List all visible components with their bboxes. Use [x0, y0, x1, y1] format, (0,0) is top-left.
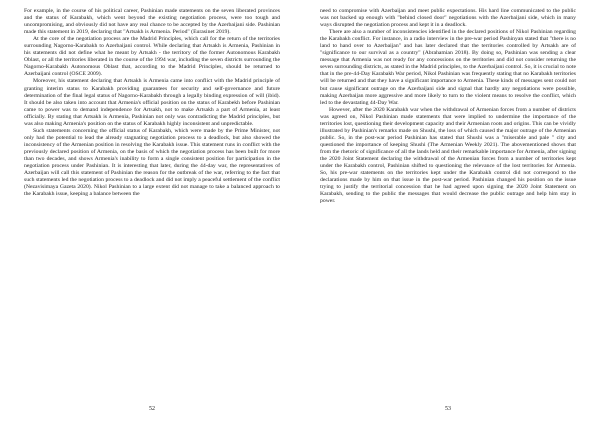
right-page-text	[320, 8, 576, 395]
paragraph: Moreover, his statement declaring that Artsakh is Armenia came into conflict with the Madrid principle of granting interim status to Karabakh providing guarantees for security and self-governance and future determination of the final legal status of Nagorno-Karabakh through a legally binding expression of will (ibid). It should be also taken into account that Armenia's official position on the status of Karabekh before Pashinian came to power was to demand independence for Artsakh, not to make Artsakh a part of Armenia, at least officially. By stating that Artsakh is Armenia, Pashinian not only was contradicting the Madrid principles, but was also making Armenia's position on the status of Karabakh highly inconsistent and unpredictable.	[24, 78, 280, 127]
page-number: 53	[445, 406, 451, 412]
page-number: 52	[149, 406, 155, 412]
paragraph: At the core of the negotiation process are the Madrid Principles, which call for the return of the territories surrounding Nagorno-Karabakh to Azerbaijani control. While declaring that Artsakh is Armenia, Pashinian in his statements did not define what he meant by Artsakh - the territory of the former Autonomous Karabakh Oblast, or all the territories liberated in the course of the 1994 war, including the seven districts surrounding the Nagorno-Karabakh Autonomous Oblast that, according to the Madrid Principles, should be returned to Azerbaijani control (OSCE 2009).	[24, 36, 280, 78]
paragraph: For example, in the course of his political career, Pashinian made statements on the seven liberated provinces and the status of Karabakh, which went beyond the existing negotiation process, were too tough and uncompromising, and obviously did not have any real chance to be accepted by the Azerbaijani side. Pashinian made this statement in 2019, declaring that "Artsakh is Armenia. Period" (Eurasinet 2019).	[24, 8, 280, 36]
left-page-text	[24, 8, 280, 395]
paragraph: Such statements concerning the official status of Karabakh, which were made by the Prime Minister, not only had the potential to lead the already stagnating negotiation process to a deadlock, but also showed the inconsistency of the Armenian position in resolving the Karabakh issue. This statement runs in conflict with the previously declared position of Armenia, on the basis of which the negotiation process has been built for more than two decades, and shows Armenia's inability to form a single consistent position for participation in the negotiation process under Pashinian. It is interesting that later, during the 44-day war, the representatives of Azerbaijan will call this statement of Pashinian the reason for the outbreak of the war, referring to the fact that such statements led the negotiation process to a deadlock and did not imply a peaceful settlement of the conflict (Nezavisimaya Gazeta 2020). Nikol Pashinian to a large extent did not manage to take a balanced approach to the Karabakh issue, keeping a balance between the	[24, 127, 280, 198]
paragraph: need to compromise with Azerbaijan and meet public expectations. His hard line communicated to the public was not backed up enough with "behind closed door" negotiations with the Azerbaijani side, which in many ways disrupted the negotiation process and kept it in a deadlock.	[320, 8, 576, 29]
paragraph: However, after the 2020 Karabakh war when the withdrawal of Armenian forces from a number of districts was agreed on, Nikol Pashinian made statements that were implied to undermine the importance of the territories lost, questioning their development capacity and their Armenian roots and origins. This can be vividly illustrated by Pashinian's remarks made on Shushi, the loss of which caused the major outrage of the Armenian public. So, in the post-war period Pashinian has stated that Shushi was a "miserable and pale " city and questioned the importance of keeping Shushi (The Armenian Weekly 2021). The abovementioned shows that from the rhetoric of significance of all the lands held and their remarkable importance for Armenia, after signing the 2020 Joint Statement declaring the withdrawal of the Armenian forces from a number of territories kept under the Karabakh control, Pashinian shifted to questioning the relevance of the lost territories for Armenia. So, his pre-war statements on the territories kept under the Karabakh control did not correspond to the declarations made by him on that issue in the post-war period. Pashinian changed his position on the issue trying to justify the territorial concession that he had agreed upon signing the 2020 Joint Statement on Karabakh, sending to the public the messages that would decrease the public outrage and help him stay in power.	[320, 106, 576, 205]
left-page	[24, 8, 280, 413]
paragraph: There are also a number of inconsistencies identified in the declared positions of Nikol Pashinian regarding the Karabakh conflict. For instance, in a radio interview in the pre-war period Pashinyan stated that "there is no land to hand over to Azerbaijan" and has later declared that the territories controlled by Artsakh are of "significance to our survival as a country" (Abrahamian 2018). By doing so, Pashinian was sending a clear message that Armenia was not ready for any concessions on the territories and did not consider returning the seven surrounding districts, as stated in the Madrid principles, to the Azerbaijani control. So, it is crucial to note that in the pre-44-Day Karabakh War period, Nikol Pashinian was frequently stating that no Karabakh territories will be returned and that they have a significant importance to Armenia. These kinds of messages sent could not but cause significant outrage on the Azerbaijani side and signal that hardly any negotiations were possible, making Azerbaijan more aggressive and more likely to turn to the violent means to resolve the conflict, which led to the devastating 44-Day War.	[320, 29, 576, 106]
right-page	[320, 8, 576, 413]
